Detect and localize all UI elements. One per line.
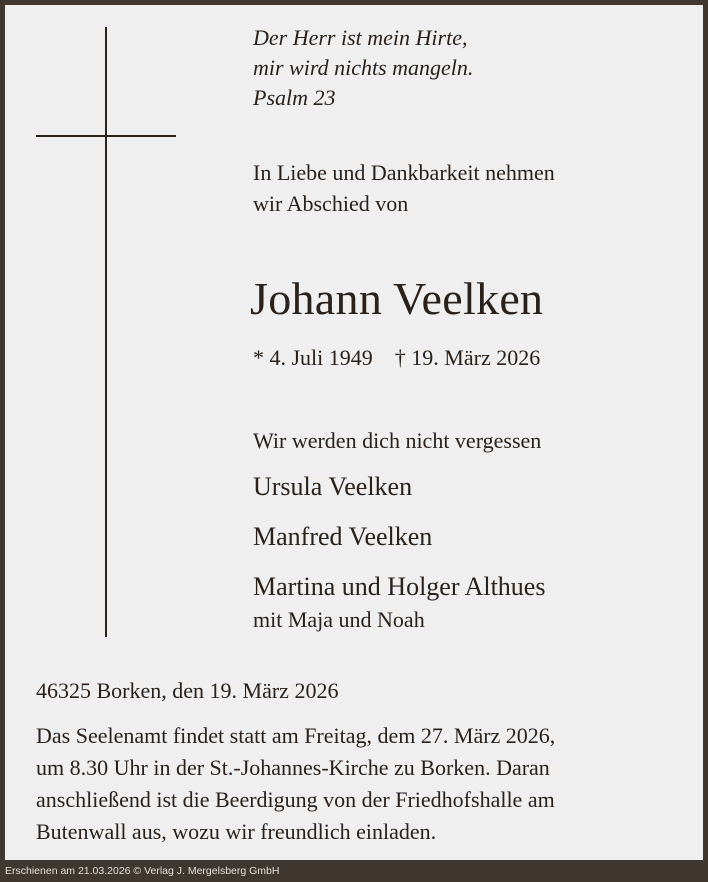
intro-line-1: In Liebe und Dankbarkeit nehmen <box>253 160 555 185</box>
deceased-name: Johann Veelken <box>250 273 544 324</box>
service-line-1: Das Seelenamt findet statt am Freitag, dem 27. März 2026, <box>36 723 556 748</box>
cross-icon-vertical-bar <box>105 27 107 637</box>
psalm-line-2: mir wird nichts mangeln. <box>253 55 474 80</box>
place-and-date: 46325 Borken, den 19. März 2026 <box>36 678 339 703</box>
birth-date: * 4. Juli 1949 <box>253 345 373 370</box>
service-line-3: anschließend ist die Beerdigung von der Friedhofshalle am <box>36 787 555 812</box>
mourner-name: Martina und Holger Althues <box>253 572 546 601</box>
psalm-quote <box>253 23 473 113</box>
service-line-2: um 8.30 Uhr in der St.-Johannes-Kirche zu Borken. Daran <box>36 755 550 780</box>
mourner-sub-line: mit Maja und Noah <box>253 607 425 632</box>
mourner-name: Manfred Veelken <box>253 522 433 551</box>
closing-line: Wir werden dich nicht vergessen <box>253 428 542 453</box>
service-line-4: Butenwall aus, wozu wir freundlich einladen. <box>36 819 437 844</box>
intro-line-2: wir Abschied von <box>253 191 409 216</box>
mourner-name: Ursula Veelken <box>253 472 413 501</box>
death-date: † 19. März 2026 <box>394 345 541 370</box>
psalm-reference: Psalm 23 <box>253 85 336 110</box>
cross-icon-horizontal-bar <box>36 135 176 137</box>
service-notice <box>36 720 686 848</box>
life-dates <box>253 343 540 373</box>
psalm-line-1: Der Herr ist mein Hirte, <box>253 25 468 50</box>
obituary-card <box>5 5 703 860</box>
publication-footer: Erschienen am 21.03.2026 © Verlag J. Mergelsberg GmbH <box>5 865 280 877</box>
intro-text <box>253 157 555 219</box>
